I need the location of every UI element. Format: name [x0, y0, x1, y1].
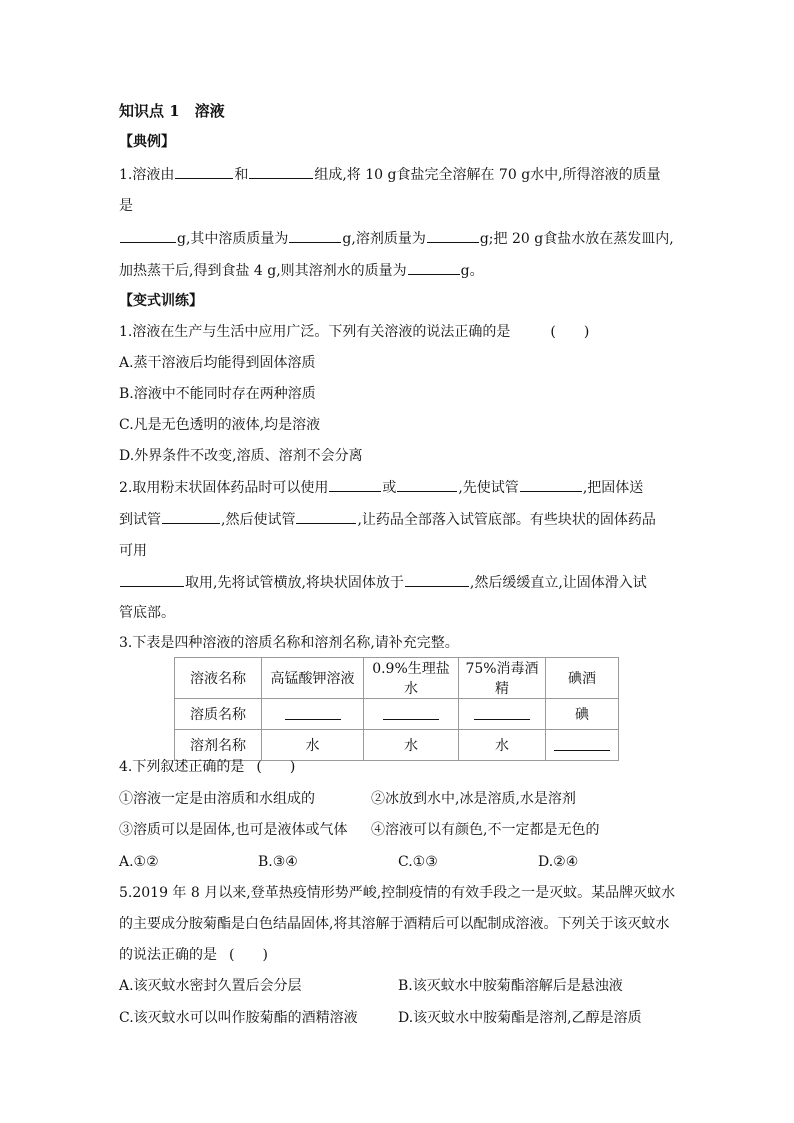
table-row [175, 699, 619, 730]
answer-blank[interactable] [520, 477, 582, 492]
answer-blank[interactable] [175, 164, 233, 179]
q1-line-3: g,其中溶质质量为 g,溶剂质量为 g;把 20 g食盐水放在蒸发皿内, [119, 228, 674, 249]
answer-blank[interactable] [162, 509, 220, 524]
v5-line-2: 的主要成分胺菊酯是白色结晶固体,将其溶解于酒精后可以配制成溶液。下列关于该灭蚊水 [119, 916, 670, 932]
v1-option-a: A.蒸干溶液后均能得到固体溶质 [119, 355, 316, 371]
answer-blank[interactable] [427, 228, 479, 243]
cell-solution-name: 高锰酸钾溶液 [262, 658, 364, 699]
v1-option-d: D.外界条件不改变,溶质、溶剂不会分离 [119, 448, 363, 464]
table-row [175, 730, 619, 761]
cell-solution-name: 0.9%生理盐水 [364, 658, 459, 699]
answer-blank[interactable] [383, 705, 439, 720]
solution-table [174, 657, 619, 761]
v2-line-4: 取用,先将试管横放,将块状固体放于 ,然后缓缓直立,让固体滑入试 [119, 572, 647, 593]
v4-option-c: C.①③ [398, 854, 438, 870]
v4-statement-1: ①溶液一定是由溶质和水组成的 [119, 791, 315, 807]
row-header-solution: 溶液名称 [175, 658, 262, 699]
v1-stem: 1.溶液在生产与生活中应用广泛。下列有关溶液的说法正确的是 ( ) [119, 324, 590, 340]
answer-blank[interactable] [249, 164, 313, 179]
v4-option-a: A.①② [119, 854, 159, 870]
answer-blank[interactable] [289, 228, 341, 243]
table-row [175, 658, 619, 699]
answer-blank[interactable] [120, 228, 176, 243]
answer-blank[interactable] [329, 477, 381, 492]
q1-line-2: 是 [119, 198, 133, 214]
v4-statement-3: ③溶质可以是固体,也可是液体或气体 [119, 822, 348, 838]
row-header-solvent: 溶剂名称 [175, 730, 262, 761]
row-header-solute: 溶质名称 [175, 699, 262, 730]
v3-stem: 3.下表是四种溶液的溶质名称和溶剂名称,请补充完整。 [119, 635, 459, 651]
cell-solvent-name: 水 [262, 730, 364, 761]
v2-line-5: 管底部。 [119, 605, 175, 621]
answer-parentheses[interactable]: ( ) [256, 759, 296, 775]
answer-parentheses[interactable]: ( ) [550, 324, 590, 340]
v2-line-3: 可用 [119, 543, 147, 559]
v4-statement-2: ②冰放到水中,冰是溶质,水是溶剂 [371, 791, 576, 807]
v2-line-2: 到试管 ,然后使试管 ,让药品全部落入试管底部。有些块状的固体药品 [119, 509, 656, 530]
section-title: 知识点 1 溶液 [119, 102, 225, 120]
cell-solvent-blank[interactable] [546, 730, 619, 761]
v4-stem: 4.下列叙述正确的是 ( ) [119, 759, 296, 775]
v5-option-d: D.该灭蚊水中胺菊酯是溶剂,乙醇是溶质 [398, 1010, 642, 1026]
answer-parentheses[interactable]: ( ) [229, 947, 268, 963]
answer-blank[interactable] [474, 705, 530, 720]
v5-line-1: 5.2019 年 8 月以来,登革热疫情形势严峻,控制疫情的有效手段之一是灭蚊。某品牌灭蚊水 [119, 885, 676, 901]
v1-option-b: B.溶液中不能同时存在两种溶质 [119, 386, 316, 402]
v1-option-c: C.凡是无色透明的液体,均是溶液 [119, 417, 321, 433]
answer-blank[interactable] [397, 477, 457, 492]
variant-training-heading: 【变式训练】 [119, 293, 203, 309]
cell-solvent-name: 水 [459, 730, 546, 761]
answer-blank[interactable] [405, 572, 469, 587]
cell-solution-name: 75%消毒酒精 [459, 658, 546, 699]
typical-example-heading: 【典例】 [119, 134, 175, 150]
cell-solute-blank[interactable] [459, 699, 546, 730]
cell-solute-blank[interactable] [364, 699, 459, 730]
v5-option-b: B.该灭蚊水中胺菊酯溶解后是悬浊液 [398, 978, 623, 994]
v5-option-c: C.该灭蚊水可以叫作胺菊酯的酒精溶液 [119, 1010, 358, 1026]
answer-blank[interactable] [408, 260, 460, 275]
answer-blank[interactable] [285, 705, 341, 720]
v5-line-3: 的说法正确的是 ( ) [119, 947, 268, 963]
cell-solution-name: 碘酒 [546, 658, 619, 699]
v4-option-b: B.③④ [258, 854, 298, 870]
v4-option-d: D.②④ [538, 854, 579, 870]
answer-blank[interactable] [296, 509, 356, 524]
cell-solvent-name: 水 [364, 730, 459, 761]
v4-statement-4: ④溶液可以有颜色,不一定都是无色的 [371, 822, 600, 838]
answer-blank[interactable] [554, 736, 610, 751]
cell-solute-blank[interactable] [262, 699, 364, 730]
v2-line-1: 2.取用粉末状固体药品时可以使用 或 ,先使试管 ,把固体送 [119, 477, 643, 498]
cell-solute-name: 碘 [546, 699, 619, 730]
q1-line-4: 加热蒸干后,得到食盐 4 g,则其溶剂水的质量为 g。 [119, 260, 484, 281]
q1-line-1: 1.溶液由 和 组成,将 10 g食盐完全溶解在 70 g水中,所得溶液的质量 [119, 164, 661, 185]
v5-option-a: A.该灭蚊水密封久置后会分层 [119, 978, 302, 994]
answer-blank[interactable] [120, 572, 184, 587]
